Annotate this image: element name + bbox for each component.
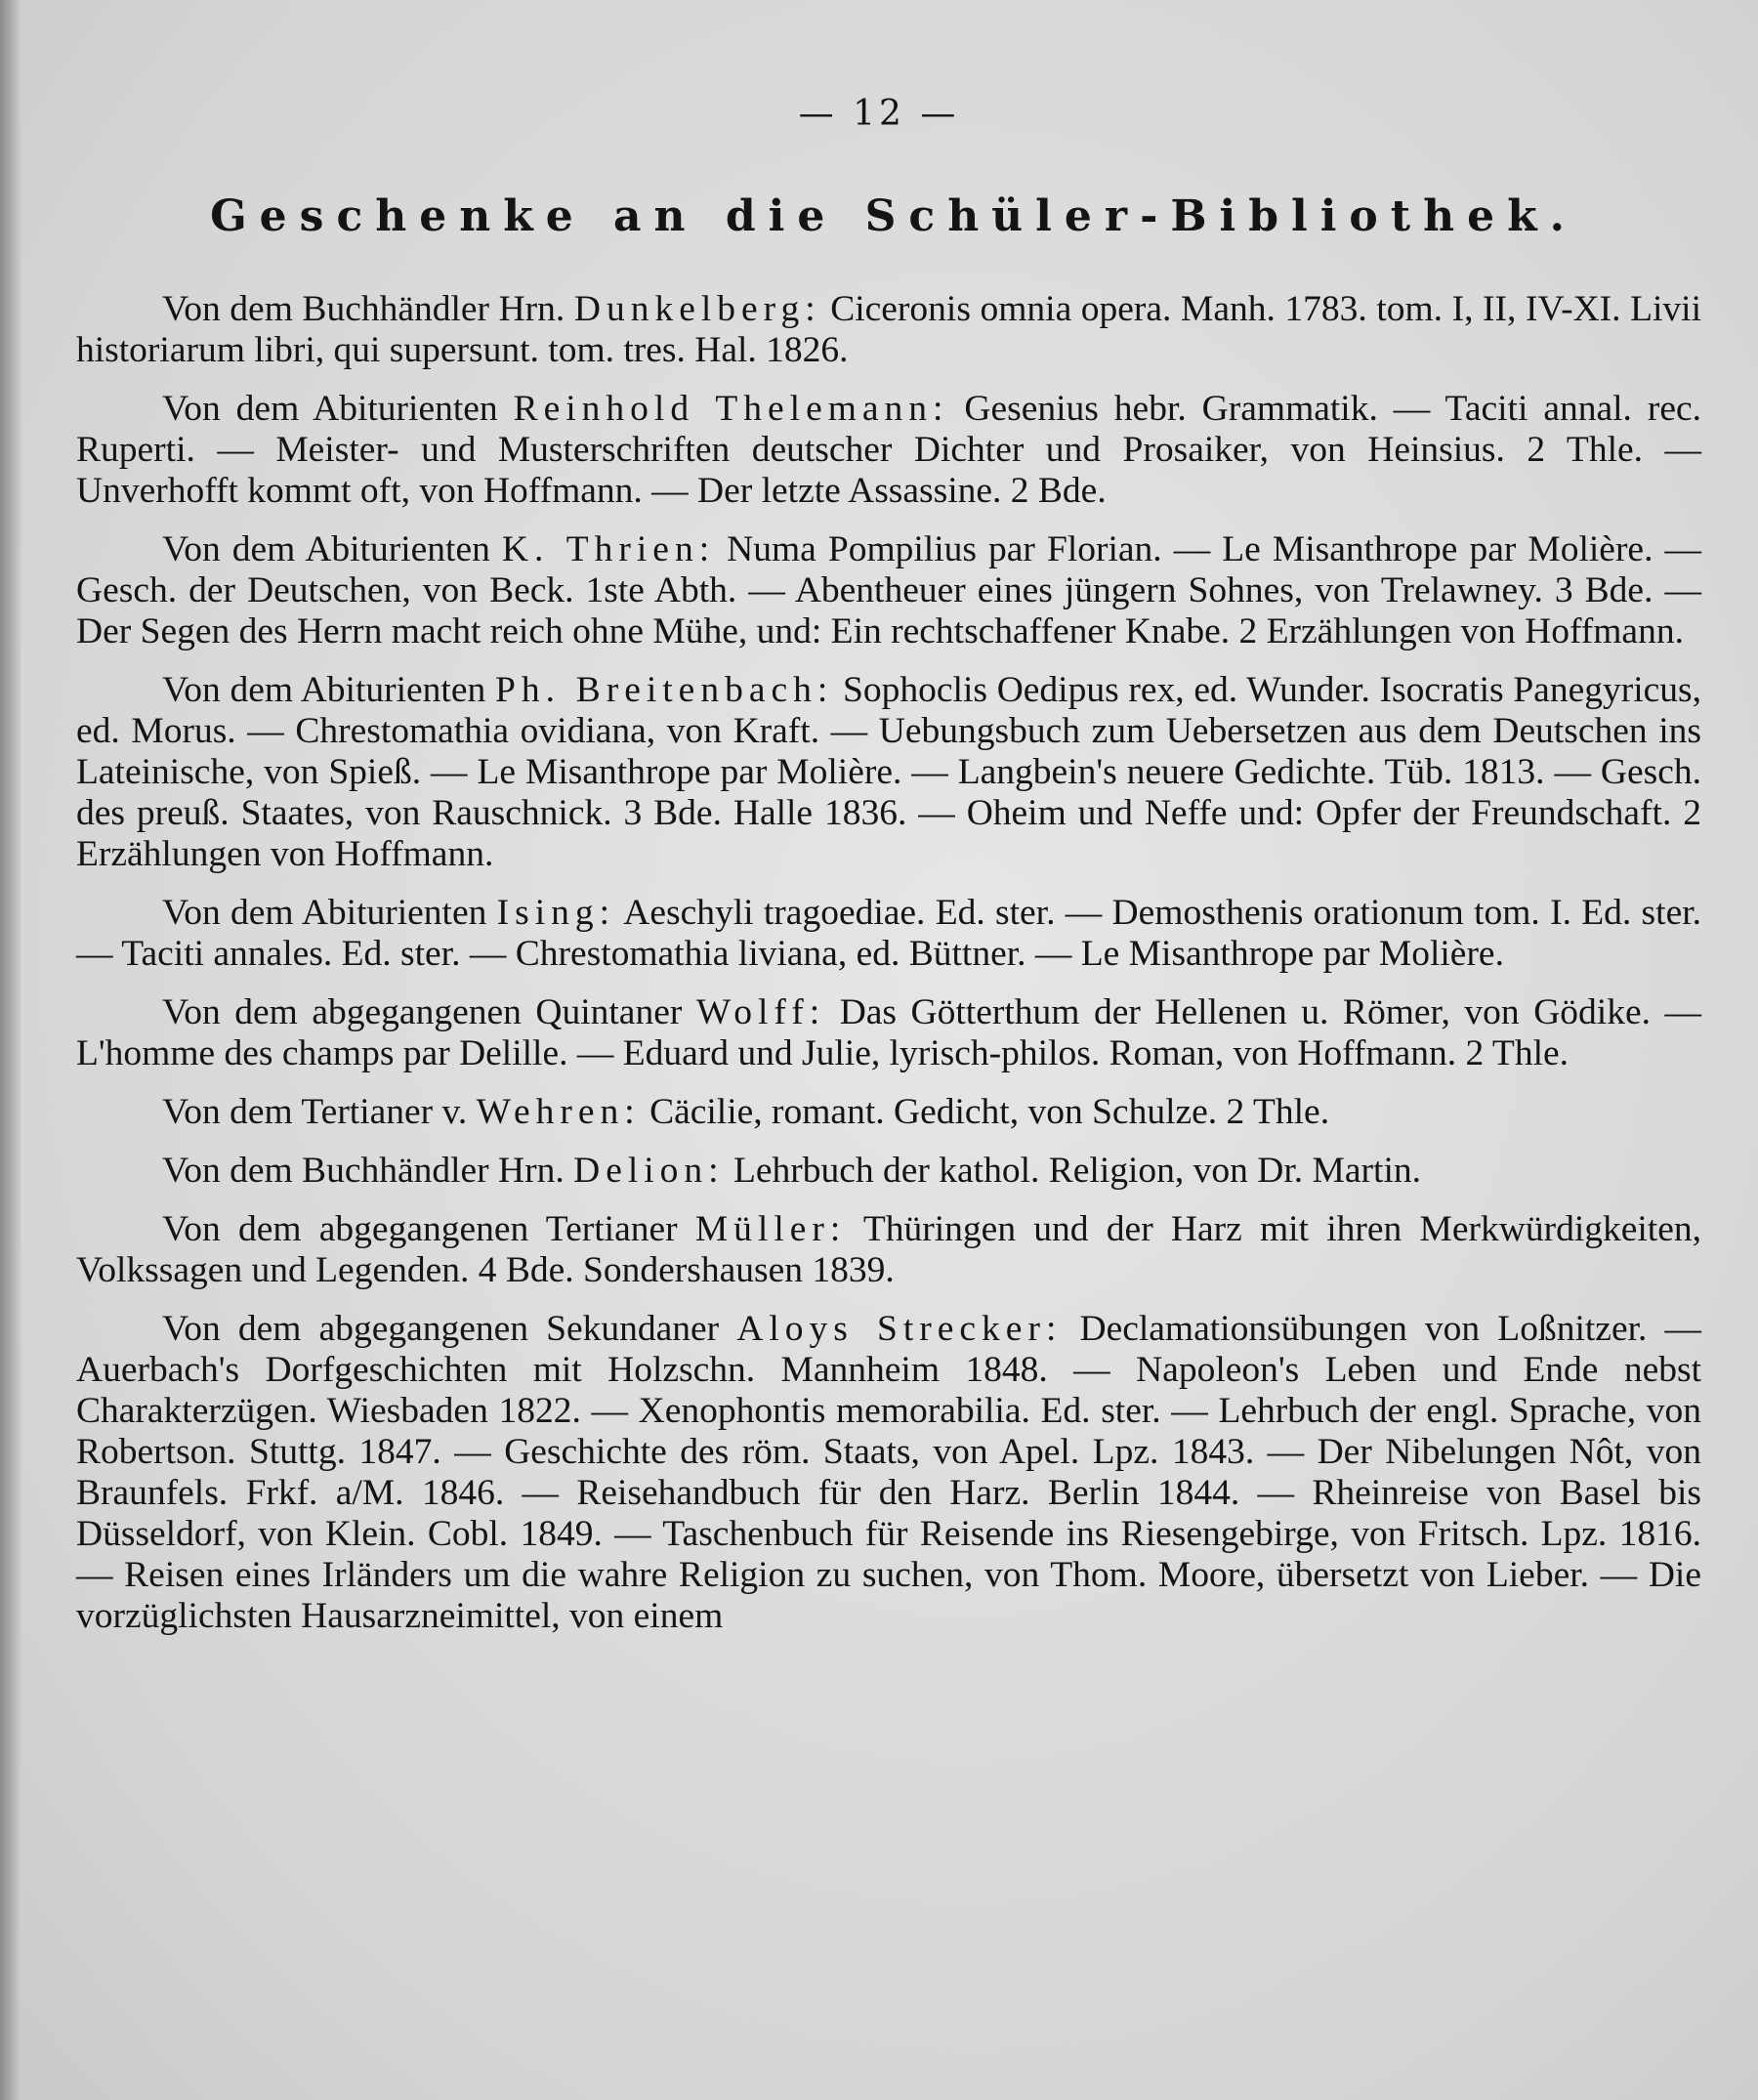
entry-text: Thüringen und der Harz mit ihren Merkwürdigkeiten, Volkssagen und Legenden. 4 Bde. Sondershausen 1839. <box>76 1209 1701 1290</box>
entry-text: Declamationsübungen von Loßnitzer. — Auerbach's Dorfgeschichten mit Holzschn. Mannheim 1848. — Napoleon's Leben und Ende nebst Charakterzügen. Wiesbaden 1822. — Xenophontis memorabilia. Ed. ster. — Lehrbuch der engl. Sprache, von Robertson. Stuttg. 1847. — Geschichte des röm. Staats, von Apel. Lpz. 1843. — Der Nibelungen Nôt, von Braunfels. Frkf. a/M. 1846. — Reisehandbuch für den Harz. Berlin 1844. — Rheinreise von Basel bis Düsseldorf, von Klein. Cobl. 1849. — Taschenbuch für Reisende ins Riesengebirge, von Fritsch. Lpz. 1816. — Reisen eines Irländers um die wahre Religion zu suchen, von Thom. Moore, übersetzt von Lieber. — Die vorzüglichsten Hausarzneimittel, von einem <box>76 1309 1702 1636</box>
page-title: Geschenke an die Schüler-Bibliothek. <box>210 191 1577 241</box>
entry-prefix: Von dem Abiturienten <box>162 389 514 429</box>
entry-text: Lehrbuch der kathol. Religion, von Dr. Martin. <box>724 1151 1421 1191</box>
entry-prefix: Von dem Buchhändler Hrn. <box>162 289 574 329</box>
donation-list <box>76 289 1701 1637</box>
entry-prefix: Von dem Abiturienten <box>162 670 495 710</box>
donor-name: K. Thrien: <box>501 529 716 569</box>
entry-prefix: Von dem abgegangenen Sekundaner <box>162 1309 737 1349</box>
entry-prefix: Von dem Tertianer v. <box>162 1092 477 1132</box>
entry-ising <box>76 893 1701 975</box>
entry-text: Ciceronis omnia opera. Manh. 1783. tom. I, II, IV-XI. Livii historiarum libri, qui supersunt. tom. tres. Hal. 1826. <box>76 289 1701 370</box>
entry-mueller <box>76 1209 1701 1291</box>
donor-name: Müller: <box>694 1209 847 1249</box>
donor-name: Reinhold Thelemann: <box>513 389 949 429</box>
donor-name: Delion: <box>573 1151 725 1191</box>
entry-text: Numa Pompilius par Florian. — Le Misanthrope par Molière. — Gesch. der Deutschen, von Beck. 1ste Abth. — Abentheuer eines jüngern Sohnes, von Trelawney. 3 Bde. — Der Segen des Herrn macht reich ohne Mühe, und: Ein rechtschaffener Knabe. 2 Erzählungen von Hoffmann. <box>76 529 1701 651</box>
entry-thrien <box>76 529 1701 652</box>
entry-strecker <box>76 1309 1701 1637</box>
entry-wolff <box>76 992 1701 1074</box>
entry-prefix: Von dem Buchhändler Hrn. <box>162 1151 574 1191</box>
entry-prefix: Von dem Abiturienten <box>162 893 497 933</box>
entry-text: Sophoclis Oedipus rex, ed. Wunder. Isocratis Panegyricus, ed. Morus. — Chrestomathia ovidiana, von Kraft. — Uebungsbuch zum Uebersetzen aus dem Deutschen ins Lateinische, von Spieß. — Le Misanthrope par Molière. — Langbein's neuere Gedichte. Tüb. 1813. — Gesch. des preuß. Staates, von Rauschnick. 3 Bde. Halle 1836. — Oheim und Neffe und: Opfer der Freundschaft. 2 Erzählungen von Hoffmann. <box>76 670 1701 874</box>
donor-name: Dunkelberg: <box>573 289 821 329</box>
entry-dunkelberg <box>76 289 1701 371</box>
entry-delion <box>76 1151 1701 1192</box>
donor-name: Ising: <box>496 893 616 933</box>
entry-prefix: Von dem abgegangenen Quintaner <box>162 992 696 1032</box>
donor-name: Ph. Breitenbach: <box>494 670 834 710</box>
donor-name: Aloys Strecker: <box>736 1309 1063 1349</box>
donor-name: Wehren: <box>476 1092 641 1132</box>
entry-text: Das Götterthum der Hellenen u. Römer, von Gödike. — L'homme des champs par Delille. — Eduard und Julie, lyrisch-philos. Roman, von Hoffmann. 2 Thle. <box>76 992 1701 1073</box>
entry-prefix: Von dem Abiturienten <box>162 529 502 569</box>
entry-text: Aeschyli tragoediae. Ed. ster. — Demosthenis orationum tom. I. Ed. ster. — Taciti annales. Ed. ster. — Chrestomathia liviana, ed. Büttner. — Le Misanthrope par Molière. <box>76 893 1702 974</box>
donor-name: Wolff: <box>695 992 826 1032</box>
entry-text: Cäcilie, romant. Gedicht, von Schulze. 2 Thle. <box>640 1092 1330 1132</box>
entry-wehren <box>76 1092 1701 1133</box>
entry-breitenbach <box>76 670 1701 875</box>
entry-thelemann <box>76 389 1701 512</box>
entry-text: Gesenius hebr. Grammatik. — Taciti annal. rec. Ruperti. — Meister- und Musterschriften deutscher Dichter und Prosaiker, von Heinsius. 2 Thle. — Unverhofft kommt oft, von Hoffmann. — Der letzte Assassine. 2 Bde. <box>76 389 1701 511</box>
entry-prefix: Von dem abgegangenen Tertianer <box>162 1209 695 1249</box>
page-number: — 12 — <box>798 94 960 134</box>
